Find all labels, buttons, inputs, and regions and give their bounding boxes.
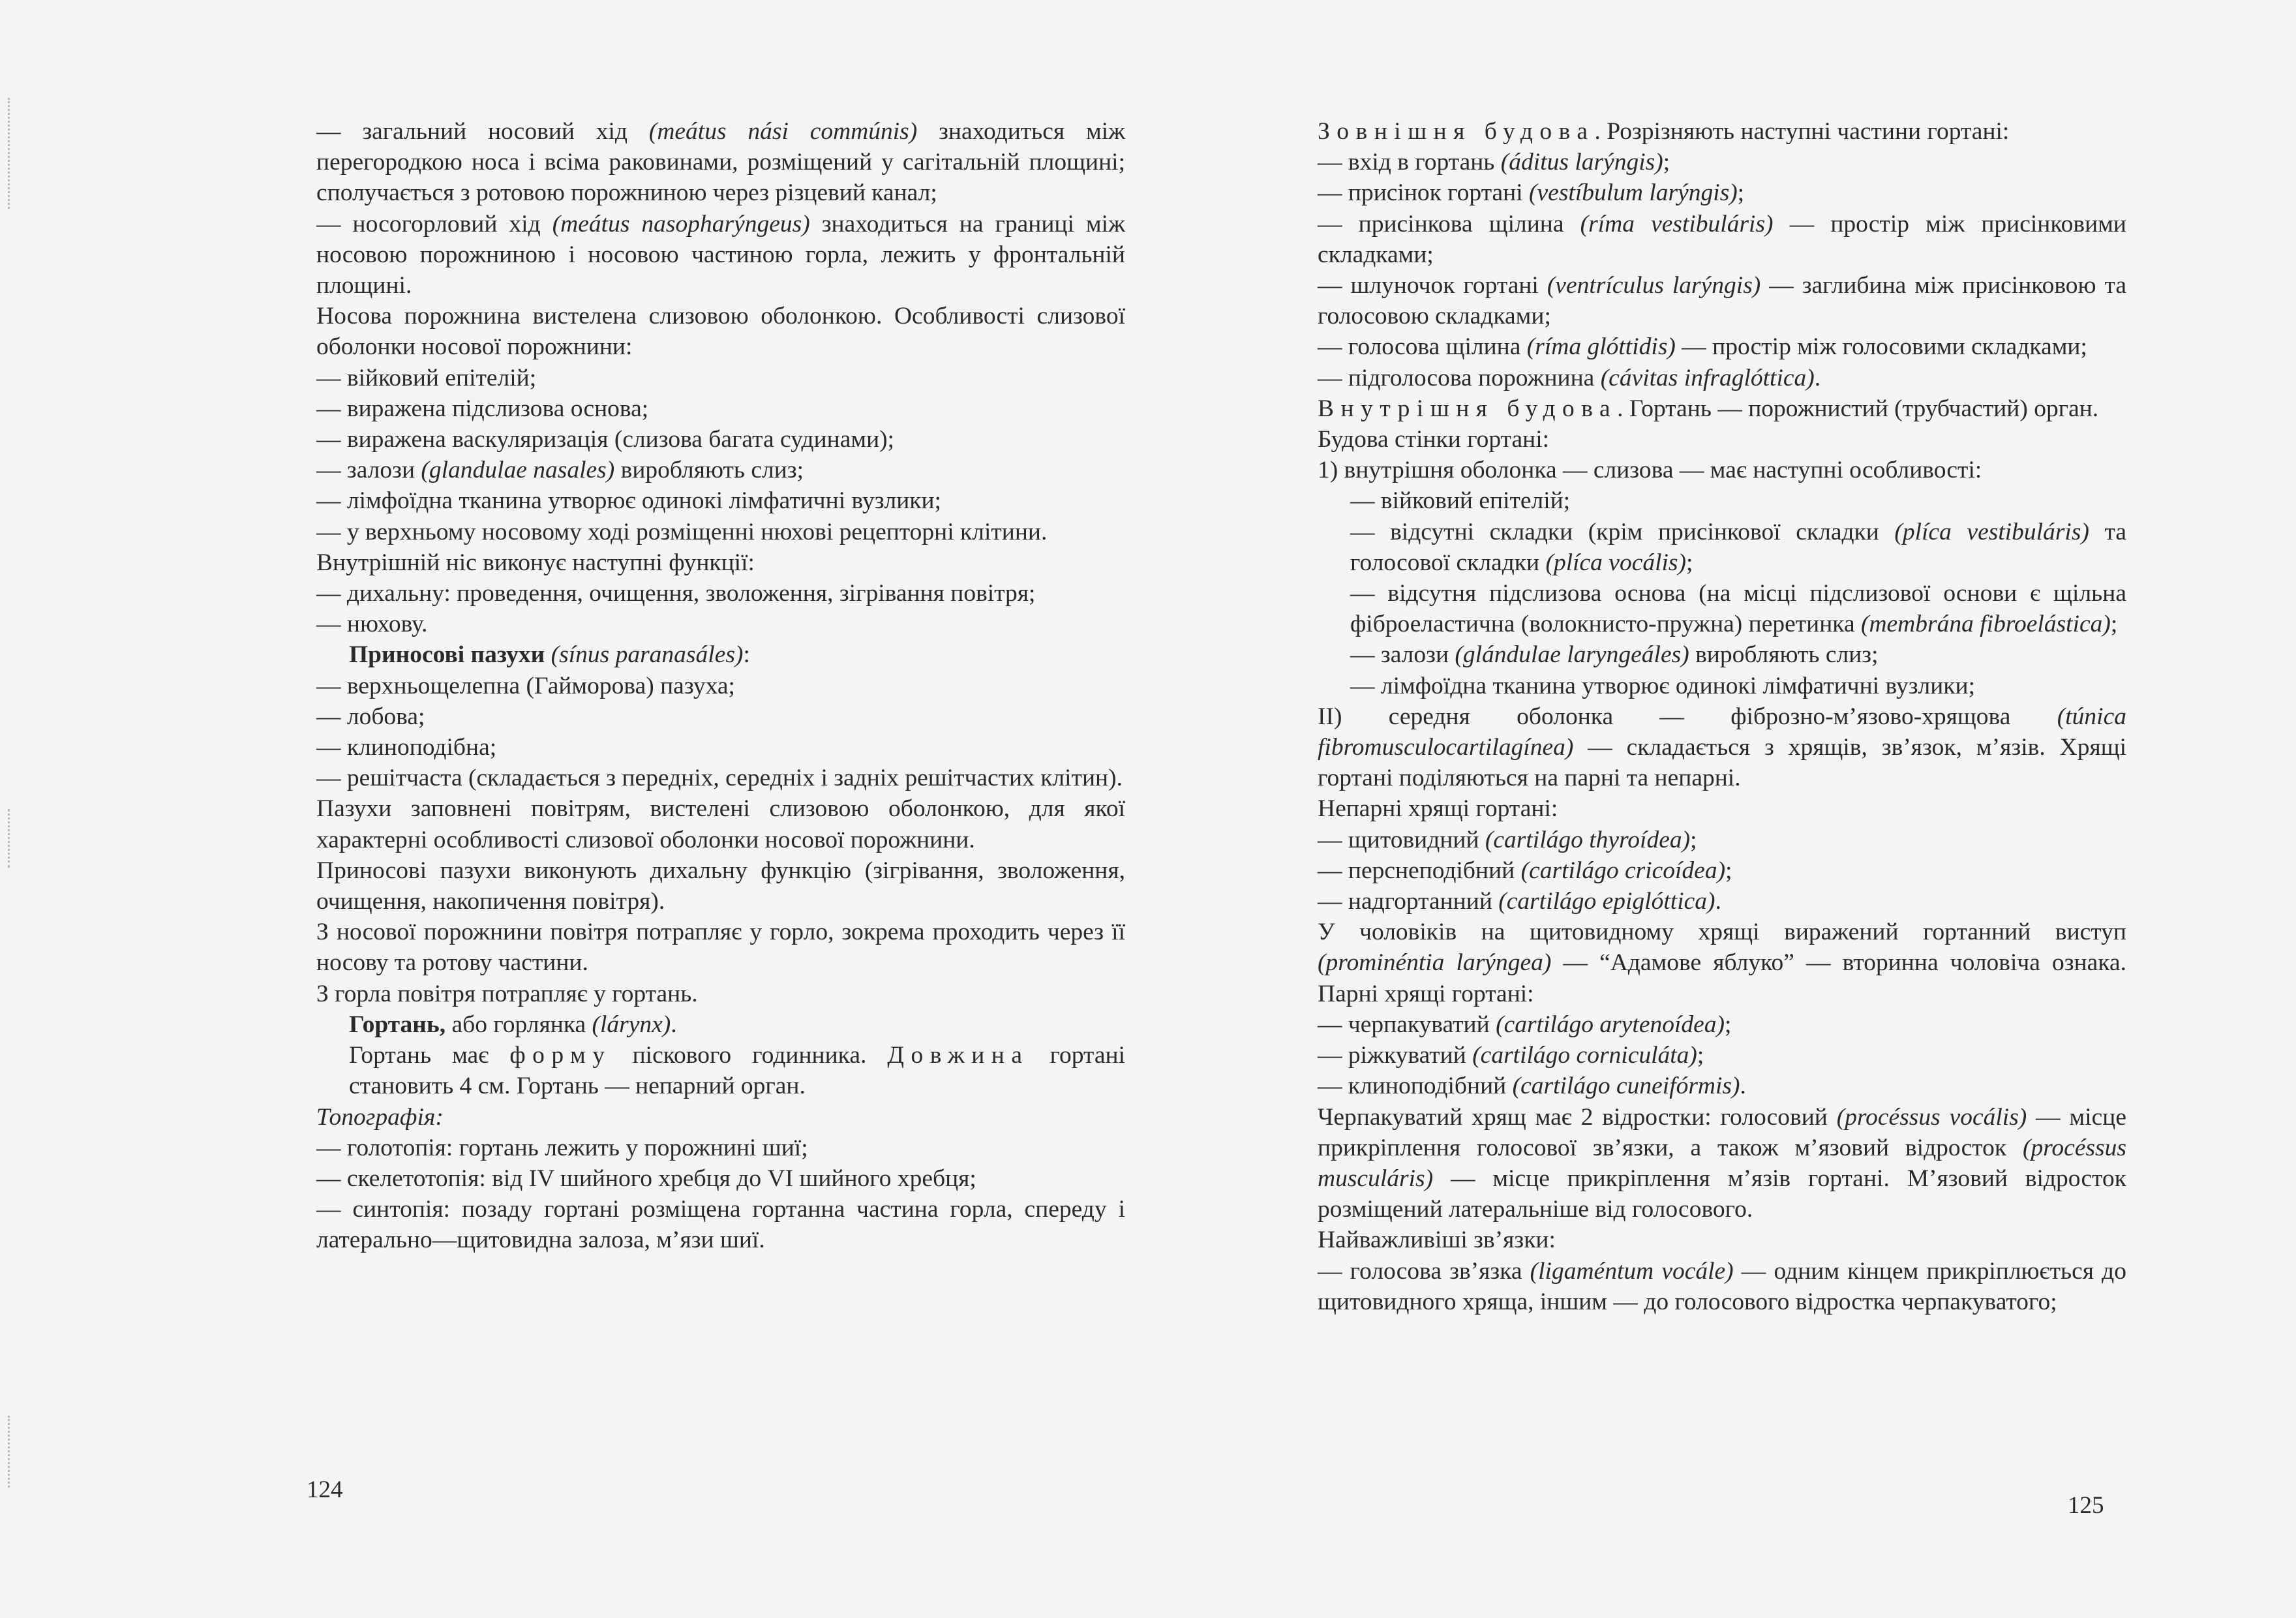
text-paragraph: — виражена підслизова основа; — [316, 395, 649, 422]
text-paragraph: Приносові пазухи (sínus paranasáles): — [349, 641, 750, 669]
text-paragraph: Носова порожнина вистелена слизовою оболонкою. Особливості слизової оболонки носової порожнини: — [316, 303, 1125, 361]
text-paragraph: — перснеподібний (cartilágo cricoídea); — [1318, 857, 1732, 884]
text-paragraph: — верхньощелепна (Гайморова) пазуха; — [316, 672, 735, 699]
text-paragraph: — шлуночок гортані (ventrículus larýngis) — заглибина між присінковою та голосовою складками; — [1318, 272, 2126, 330]
text-paragraph: — ріжкуватий (cartilágo corniculáta); — [1318, 1042, 1704, 1069]
text-paragraph: — синтопія: позаду гортані розміщена гортанна частина горла, спереду і латерально—щитовидна залоза, м’язи шиї. — [316, 1196, 1125, 1254]
text-paragraph: — залози (glándulae laryngeáles) виробляють слиз; — [1350, 641, 1879, 669]
text-paragraph: З носової порожнини повітря потрапляє у горло, зокрема проходить через її носову та ротову частини. — [316, 919, 1125, 977]
text-paragraph: — клиноподібна; — [316, 734, 497, 761]
text-paragraph: — відсутня підслизова основа (на місці підслизової основи є щільна фіброеластична (волокнисто-пружна) перетинка (membrána fibroelástica); — [1350, 580, 2126, 638]
text-paragraph: — залози (glandulae nasales) виробляють слиз; — [316, 457, 804, 484]
scan-edge-mark — [8, 98, 12, 209]
text-paragraph: Топографія: — [316, 1103, 444, 1131]
text-paragraph: — у верхньому носовому ході розміщенні нюхові рецепторні клітини. — [316, 518, 1048, 545]
text-paragraph: — голотопія: гортань лежить у порожнині шиї; — [316, 1134, 808, 1161]
text-paragraph: Внутрішній ніс виконує наступні функції: — [316, 549, 755, 576]
text-paragraph: — присінкова щілина (ríma vestibuláris) — простір між присінковими складками; — [1318, 210, 2126, 268]
text-paragraph: — війковий епітелій; — [316, 364, 537, 391]
text-paragraph: — вхід в гортань (áditus larýngis); — [1318, 149, 1670, 176]
right-page — [1148, 0, 2296, 1618]
page-number-left: 124 — [307, 1476, 343, 1503]
text-paragraph: Черпакуватий хрящ має 2 відростки: голосовий (procéssus vocális) — місце прикріплення голосової зв’язки, а також м’язовий відросток (procéssus musculáris) — місце прикріплення м’язів гортані. М’язовий відросток розміщений латеральніше від голосового. — [1318, 1103, 2126, 1223]
text-paragraph: З горла повітря потрапляє у гортань. — [316, 980, 698, 1007]
text-paragraph: Гортань має форму піскового годинника. Довжина гортані становить 4 см. Гортань — непарний орган. — [349, 1042, 1125, 1100]
text-paragraph: Будова стінки гортані: — [1318, 426, 1550, 453]
page-number-right: 125 — [2068, 1492, 2104, 1519]
text-paragraph: — черпакуватий (cartilágo arytenoídea); — [1318, 1011, 1732, 1038]
text-paragraph: — щитовидний (cartilágo thyroídea); — [1318, 826, 1697, 853]
text-paragraph: Найважливіші зв’язки: — [1318, 1227, 1556, 1254]
right-page-text — [1318, 116, 2126, 1317]
text-paragraph: У чоловіків на щитовидному хрящі виражений гортанний виступ (prominéntia larýngea) — “Адамове яблуко” — вторинна чоловіча ознака. Парні хрящі гортані: — [1318, 919, 2126, 1007]
left-page-text — [316, 116, 1125, 1256]
text-paragraph: — лімфоїдна тканина утворює одинокі лімфатичні вузлики; — [1350, 672, 1975, 699]
text-paragraph: — лобова; — [316, 703, 425, 730]
text-paragraph: II) середня оболонка — фіброзно-м’язово-хрящова (túnica fibromusculocartilagínea) — складається з хрящів, зв’язок, м’язів. Хрящі гортані поділяються на парні та непарні. — [1318, 703, 2126, 792]
text-paragraph: Приносові пазухи виконують дихальну функцію (зігрівання, зволоження, очищення, накопичення повітря). — [316, 857, 1125, 915]
text-paragraph: — носогорловий хід (meátus nasopharýngeus) знаходиться на границі між носовою порожниною і носовою частиною горла, лежить у фронтальній площині. — [316, 210, 1125, 299]
text-paragraph: Непарні хрящі гортані: — [1318, 795, 1558, 823]
text-paragraph: — решітчаста (складається з передніх, середніх і задніх решітчастих клітин). — [316, 765, 1123, 792]
text-paragraph: — дихальну: проведення, очищення, зволоження, зігрівання повітря; — [316, 580, 1036, 607]
text-paragraph: — клиноподібний (cartilágo cuneifórmis). — [1318, 1073, 1746, 1100]
text-paragraph: — скелетотопія: від IV шийного хребця до VI шийного хребця; — [316, 1165, 976, 1192]
text-paragraph: — присінок гортані (vestíbulum larýngis); — [1318, 179, 1745, 207]
text-paragraph: Гортань, або горлянка (lárynx). — [349, 1011, 677, 1038]
text-paragraph: — загальний носовий хід (meátus nási commúnis) знаходиться між перегородкою носа і всіма раковинами, розміщений у сагітальній площині; сполучається з ротовою порожниною через різцевий канал; — [316, 118, 1126, 207]
text-paragraph: — голосова щілина (ríma glóttidis) — простір між голосовими складками; — [1318, 333, 2087, 361]
text-paragraph: — лімфоїдна тканина утворює одинокі лімфатичні вузлики; — [316, 487, 941, 515]
text-paragraph: — нюхову. — [316, 611, 428, 638]
text-paragraph: — війковий епітелій; — [1350, 487, 1571, 515]
text-paragraph: 1) внутрішня оболонка — слизова — має наступні особливості: — [1318, 457, 1982, 484]
text-paragraph: Зовнішня будова. Розрізняють наступні частини гортані: — [1318, 118, 2010, 145]
text-paragraph: Внутрішня будова. Гортань — порожнистий (трубчастий) орган. — [1318, 395, 2099, 422]
text-paragraph: — відсутні складки (крім присінкової складки (plíca vestibuláris) та голосової складки (plíca vocális); — [1350, 518, 2126, 576]
text-paragraph: Пазухи заповнені повітрям, вистелені слизовою оболонкою, для якої характерні особливості слизової оболонки носової порожнини. — [316, 795, 1125, 853]
text-paragraph: — підголосова порожнина (cávitas infraglóttica). — [1318, 364, 1821, 391]
text-paragraph: — виражена васкуляризація (слизова багата судинами); — [316, 426, 895, 453]
scan-edge-mark — [8, 809, 12, 868]
text-paragraph: — надгортанний (cartilágo epiglóttica). — [1318, 888, 1721, 915]
scan-edge-mark — [8, 1416, 12, 1488]
text-paragraph: — голосова зв’язка (ligaméntum vocále) — одним кінцем прикріплюється до щитовидного хряща, іншим — до голосового відростка черпакуватого; — [1318, 1257, 2127, 1315]
